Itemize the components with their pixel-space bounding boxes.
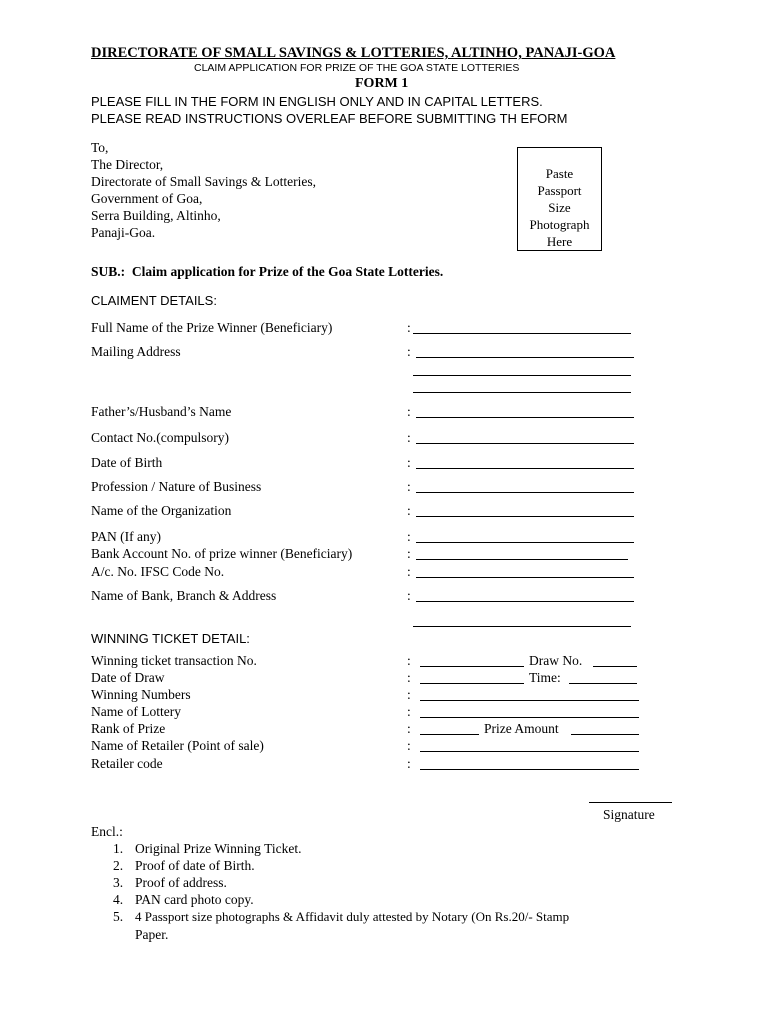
- ifsc-code-line[interactable]: [416, 577, 634, 578]
- bank-account-line[interactable]: [416, 559, 628, 560]
- field-colon: :: [407, 738, 411, 753]
- winning-numbers-line[interactable]: [420, 700, 639, 701]
- address-line: Directorate of Small Savings & Lotteries,: [91, 174, 316, 189]
- field-colon: :: [407, 721, 411, 736]
- organization-line[interactable]: [416, 516, 634, 517]
- field-colon: :: [407, 704, 411, 719]
- enclosure-item-continued: Paper.: [135, 927, 169, 942]
- enclosure-item: Proof of address.: [135, 875, 227, 890]
- field-colon: :: [407, 546, 411, 561]
- photo-box-text: Photograph: [529, 217, 590, 232]
- field-colon: :: [407, 503, 411, 518]
- address-line: Panaji-Goa.: [91, 225, 156, 240]
- field-label: Retailer code: [91, 756, 163, 771]
- mailing-address-line-2[interactable]: [413, 375, 631, 376]
- field-label: A/c. No. IFSC Code No.: [91, 564, 225, 579]
- full-name-line[interactable]: [413, 333, 631, 334]
- address-line: To,: [91, 140, 109, 155]
- draw-no-label: Draw No.: [529, 653, 583, 668]
- form-subtitle: CLAIM APPLICATION FOR PRIZE OF THE GOA STATE LOTTERIES: [194, 62, 520, 74]
- prize-amount-line[interactable]: [571, 734, 639, 735]
- signature-line[interactable]: [589, 802, 672, 803]
- enclosure-item: 4 Passport size photographs & Affidavit duly attested by Notary (On Rs.20/- Stamp: [135, 909, 570, 924]
- photo-box-text: Paste: [545, 166, 574, 181]
- signature-label: Signature: [603, 807, 655, 822]
- address-line: The Director,: [91, 157, 164, 172]
- enclosure-number: 1.: [113, 841, 124, 856]
- field-colon: :: [407, 670, 411, 685]
- date-of-draw-line[interactable]: [420, 683, 524, 684]
- profession-line[interactable]: [416, 492, 634, 493]
- address-line: Serra Building, Altinho,: [91, 208, 221, 223]
- enclosure-item: Proof of date of Birth.: [135, 858, 255, 873]
- field-colon: :: [407, 756, 411, 771]
- field-label: Date of Birth: [91, 455, 163, 470]
- field-label: Winning Numbers: [91, 687, 191, 702]
- field-colon: :: [407, 404, 411, 419]
- time-line[interactable]: [569, 683, 637, 684]
- time-label: Time:: [529, 670, 561, 685]
- field-label: Name of Retailer (Point of sale): [91, 738, 264, 753]
- field-colon: :: [407, 320, 411, 335]
- address-line: Government of Goa,: [91, 191, 203, 206]
- field-label: Contact No.(compulsory): [91, 430, 229, 445]
- photo-box-text: Size: [548, 200, 571, 215]
- mailing-address-line-1[interactable]: [416, 357, 634, 358]
- retailer-code-line[interactable]: [420, 769, 639, 770]
- instruction-read-overleaf: PLEASE READ INSTRUCTIONS OVERLEAF BEFORE SUBMITTING TH EFORM: [91, 111, 568, 126]
- retailer-name-line[interactable]: [420, 751, 639, 752]
- field-label: Winning ticket transaction No.: [91, 653, 257, 668]
- field-label: Date of Draw: [91, 670, 165, 685]
- photo-box: [517, 147, 602, 251]
- field-colon: :: [407, 529, 411, 544]
- field-label: Profession / Nature of Business: [91, 479, 262, 494]
- field-colon: :: [407, 653, 411, 668]
- field-label: Name of the Organization: [91, 503, 232, 518]
- field-label: Full Name of the Prize Winner (Beneficiary): [91, 320, 333, 335]
- father-husband-name-line[interactable]: [416, 417, 634, 418]
- field-colon: :: [407, 455, 411, 470]
- mailing-address-line-3[interactable]: [413, 392, 631, 393]
- form-title: DIRECTORATE OF SMALL SAVINGS & LOTTERIES, ALTINHO, PANAJI-GOA: [91, 45, 616, 61]
- field-colon: :: [407, 564, 411, 579]
- field-colon: :: [407, 430, 411, 445]
- instruction-english-capitals: PLEASE FILL IN THE FORM IN ENGLISH ONLY AND IN CAPITAL LETTERS.: [91, 94, 543, 109]
- date-of-birth-line[interactable]: [416, 468, 634, 469]
- enclosure-number: 2.: [113, 858, 124, 873]
- field-label: PAN (If any): [91, 529, 161, 544]
- photo-box-text: Here: [546, 234, 573, 249]
- enclosure-number: 3.: [113, 875, 124, 890]
- field-colon: :: [407, 588, 411, 603]
- contact-no-line[interactable]: [416, 443, 634, 444]
- field-label: Mailing Address: [91, 344, 181, 359]
- pan-line[interactable]: [416, 542, 634, 543]
- prize-amount-label: Prize Amount: [484, 721, 559, 736]
- subject-line: SUB.: Claim application for Prize of the Goa State Lotteries.: [91, 264, 444, 279]
- photo-box-text: Passport: [537, 183, 582, 198]
- rank-of-prize-line[interactable]: [420, 734, 479, 735]
- draw-no-line[interactable]: [593, 666, 637, 667]
- field-label: Father’s/Husband’s Name: [91, 404, 232, 419]
- field-colon: :: [407, 479, 411, 494]
- field-colon: :: [407, 344, 411, 359]
- field-label: Bank Account No. of prize winner (Beneficiary): [91, 546, 353, 561]
- field-colon: :: [407, 687, 411, 702]
- enclosure-number: 5.: [113, 909, 124, 924]
- ticket-heading: WINNING TICKET DETAIL:: [91, 631, 250, 646]
- field-label: Name of Lottery: [91, 704, 181, 719]
- lottery-name-line[interactable]: [420, 717, 639, 718]
- bank-name-line-1[interactable]: [416, 601, 634, 602]
- enclosures-heading: Encl.:: [91, 824, 123, 839]
- form-number: FORM 1: [355, 76, 409, 91]
- claimant-heading: CLAIMENT DETAILS:: [91, 293, 217, 308]
- bank-name-line-2[interactable]: [413, 626, 631, 627]
- enclosure-number: 4.: [113, 892, 124, 907]
- field-label: Rank of Prize: [91, 721, 166, 736]
- field-label: Name of Bank, Branch & Address: [91, 588, 277, 603]
- enclosure-item: Original Prize Winning Ticket.: [135, 841, 302, 856]
- enclosure-item: PAN card photo copy.: [135, 892, 254, 907]
- transaction-no-line[interactable]: [420, 666, 524, 667]
